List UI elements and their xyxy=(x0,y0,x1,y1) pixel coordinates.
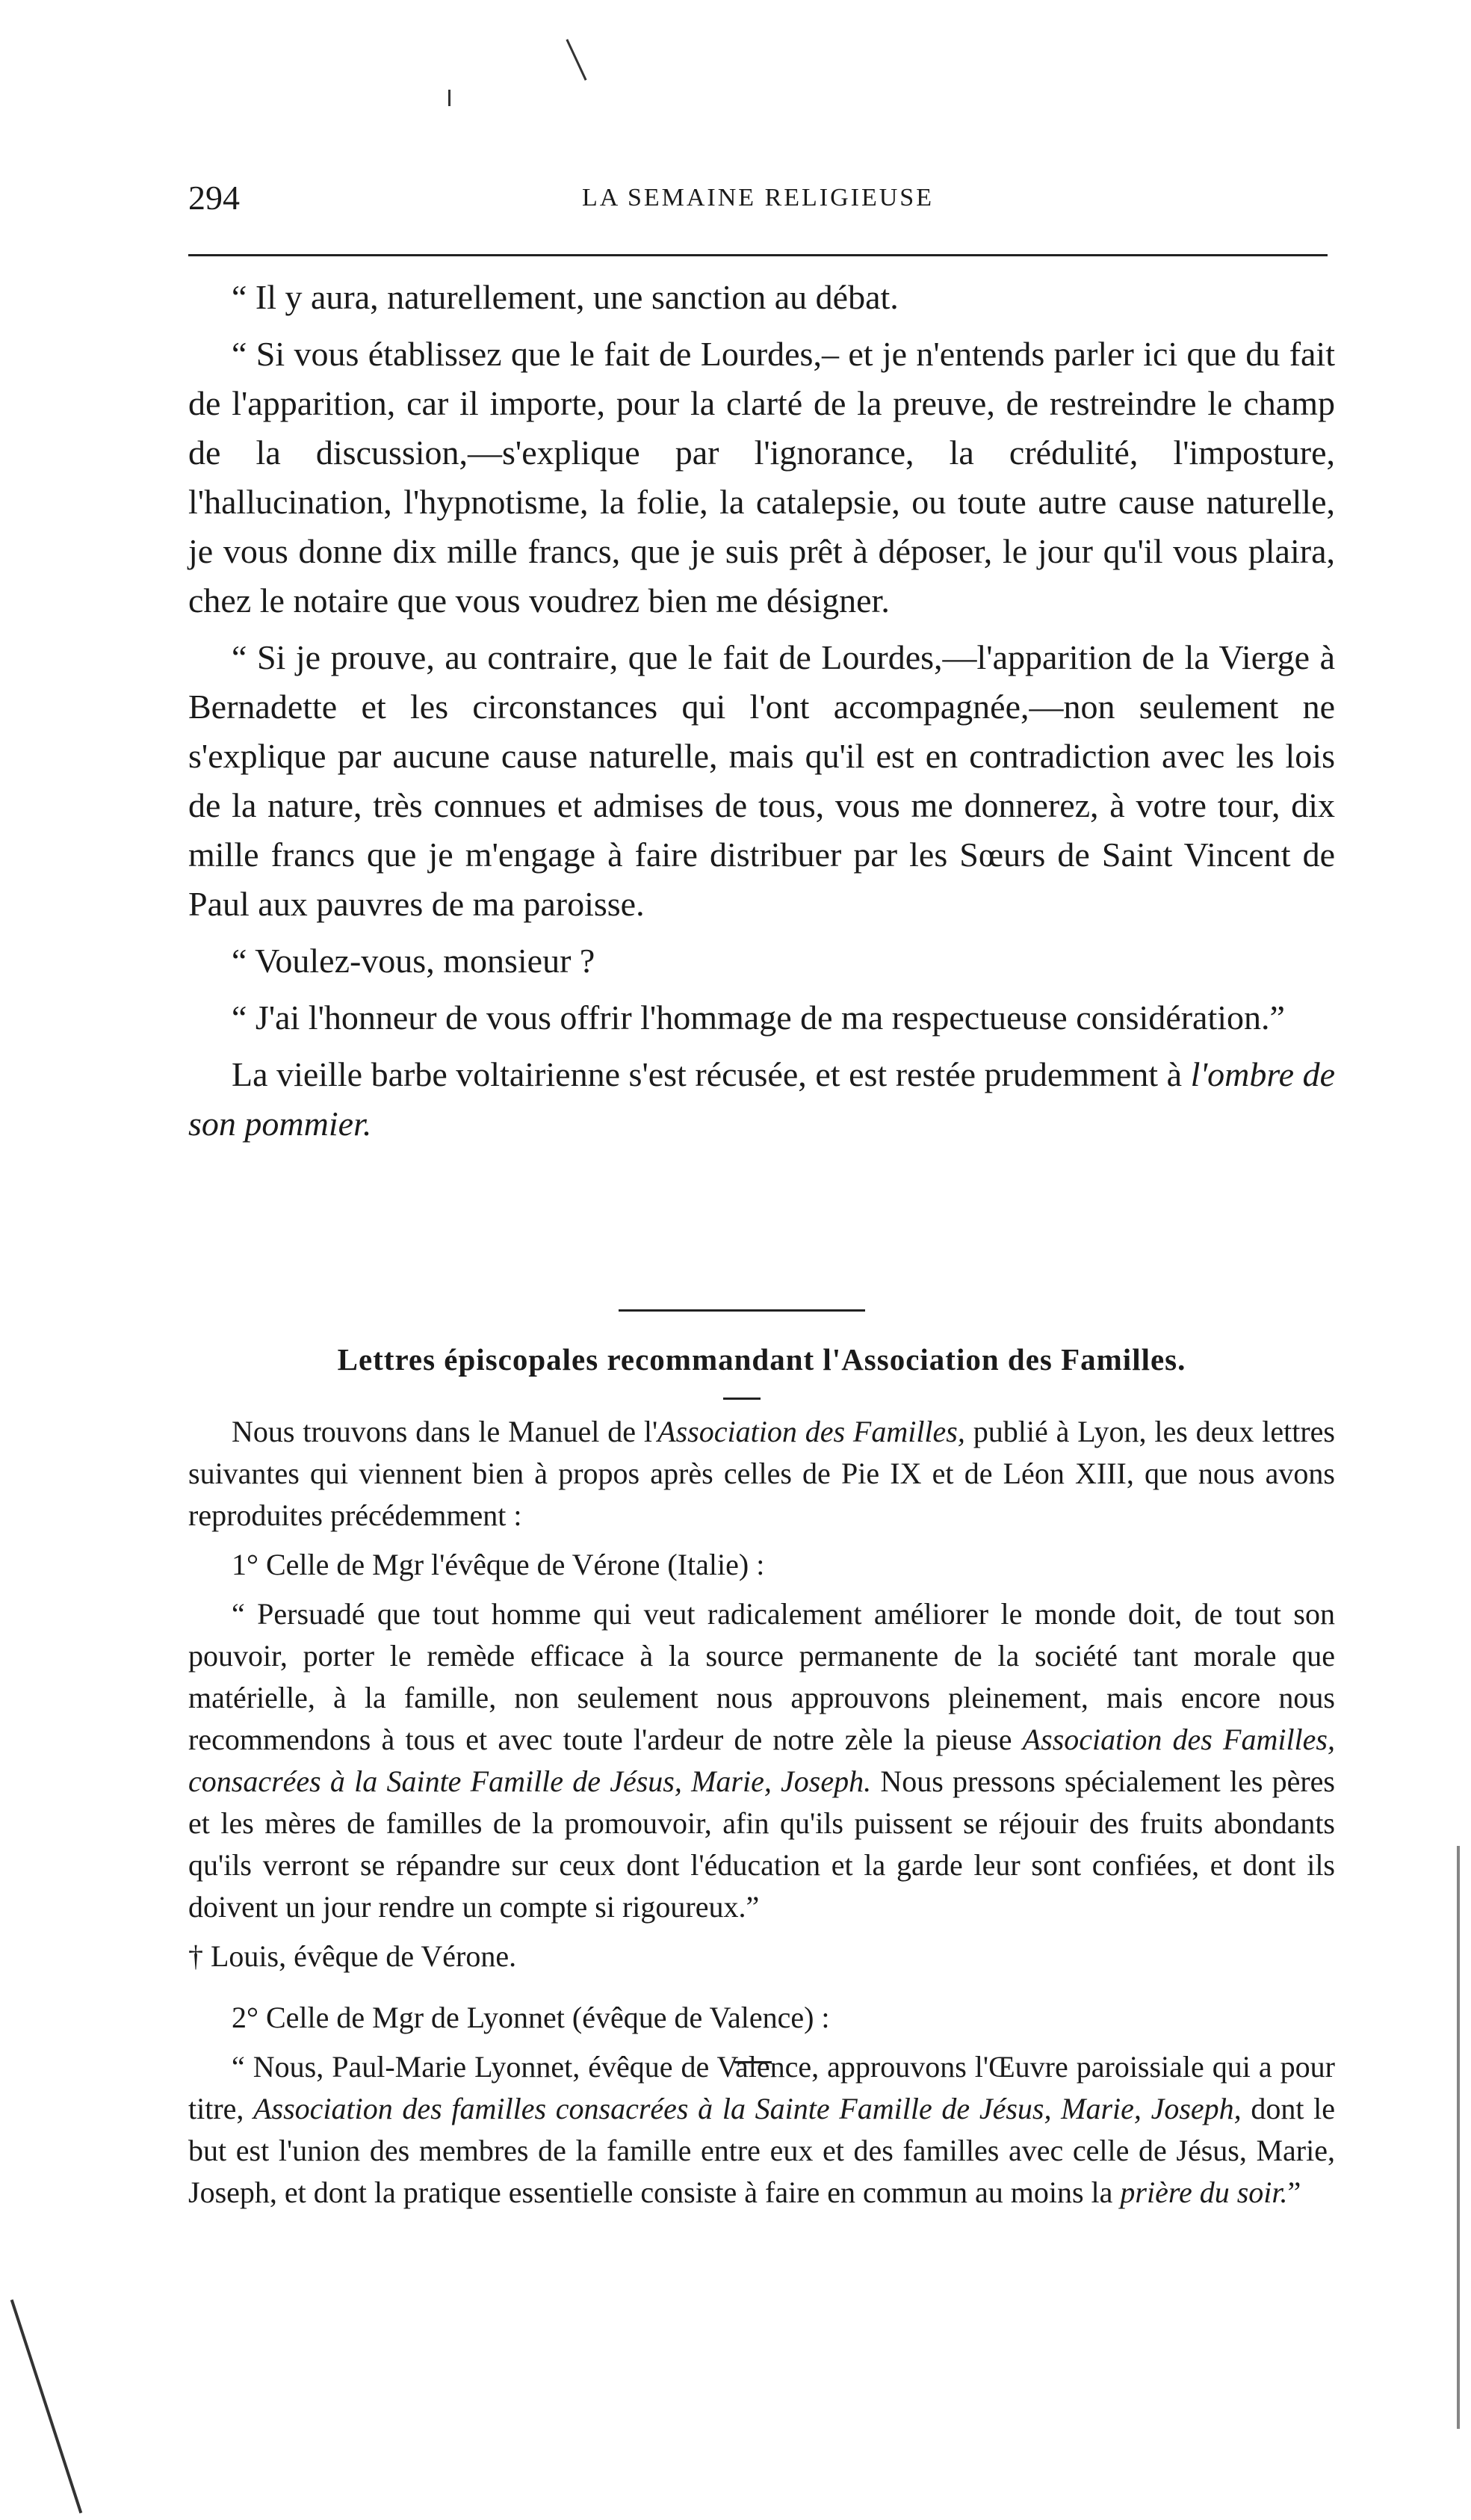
title-dash xyxy=(723,1398,761,1400)
item-dash xyxy=(734,2061,772,2063)
paragraph-text: dont le but est l'union des membres de la famille entre eux et des familles avec celle de Jésus, Marie, Joseph, et dont la pratique essentielle consiste à faire en commun au moins la xyxy=(188,2092,1335,2209)
header-rule xyxy=(188,254,1328,256)
section-text xyxy=(188,1411,1335,2221)
italic-text: l'ombre de son pommier. xyxy=(188,1055,1335,1143)
paragraph-text: La vieille barbe voltairienne s'est récusée, et est restée prudemment à xyxy=(232,1055,1191,1093)
paragraph xyxy=(188,2046,1335,2214)
paragraph-text: “ Nous, Paul-Marie Lyonnet, évêque de Valence, approuvons l'Œuvre paroissiale qui a pour titre, xyxy=(188,2050,1335,2125)
page-number: 294 xyxy=(188,179,240,217)
letter-text xyxy=(188,273,1335,1156)
italic-text: Association des Familles, consacrées à la Sainte Famille de Jésus, Marie, Joseph. xyxy=(188,1723,1335,1798)
paragraph: “ Voulez-vous, monsieur ? xyxy=(232,942,595,980)
paragraph-text: Nous trouvons dans le Manuel de l' xyxy=(232,1415,658,1448)
paragraph xyxy=(188,1050,1335,1149)
paragraph-text: “ Persuadé que tout homme qui veut radicalement améliorer le monde doit, de tout son pouvoir, porter le remède efficace à la source permanente de la société tant morale que matérielle, à la famille, non seulement nous approuvons pleinement, mais encore nous recommendons à tous et avec toute l'ardeur de notre zèle la pieuse xyxy=(188,1597,1335,1756)
italic-text: prière du soir. xyxy=(1120,2175,1288,2209)
italic-text: Association des Familles, xyxy=(657,1415,965,1448)
spacer xyxy=(188,1985,1335,1997)
section-separator xyxy=(619,1309,865,1312)
paragraph: “ Si je prouve, au contraire, que le fait de Lourdes,—l'apparition de la Vierge à Bernadette et les circonstances qui l'ont accompagnée,—non seulement ne s'explique par aucune cause naturelle, mais qu'il est en contradiction avec les lois de la nature, très connues et admises de tous, vous me donnerez, à votre tour, dix mille francs que je m'engage à faire distribuer par les Sœurs de Saint Vincent de Paul aux pauvres de ma paroisse. xyxy=(188,638,1335,923)
paragraph-text: publié à Lyon, les deux lettres suivantes qui viennent bien à propos après celles de Pie IX et de Léon XIII, que nous avons reproduites précédemment : xyxy=(188,1415,1336,1532)
item-heading: 1° Celle de Mgr l'évêque de Vérone (Italie) : xyxy=(232,1548,765,1581)
paragraph-text: ” xyxy=(1287,2175,1301,2209)
scan-mark xyxy=(448,90,450,106)
scan-mark xyxy=(1457,1846,1460,2429)
italic-text: Association des familles consacrées à la Sainte Famille de Jésus, Marie, Joseph, xyxy=(253,2092,1242,2125)
paragraph xyxy=(188,1411,1335,1537)
item-heading: 2° Celle de Mgr de Lyonnet (évêque de Valence) : xyxy=(232,2001,830,2034)
paragraph-text: Nous pressons spécialement les pères et les mères de familles de la promouvoir, afin qu'ils puissent se réjouir des fruits abondants qu'ils verront se répandre sur ceux dont l'éducation et la garde leur sont confiées, et dont ils doivent un jour rendre un compte si rigoureux.” xyxy=(188,1764,1335,1924)
running-title: LA SEMAINE RELIGIEUSE xyxy=(582,184,934,211)
scan-mark xyxy=(10,2300,83,2514)
page-header xyxy=(188,178,1328,230)
paragraph: “ Il y aura, naturellement, une sanction au débat. xyxy=(232,278,899,316)
paragraph xyxy=(188,1593,1335,1928)
section-title: Lettres épiscopales recommandant l'Association des Familles. xyxy=(337,1342,1186,1377)
scan-mark xyxy=(566,39,586,81)
paragraph: “ J'ai l'honneur de vous offrir l'hommage de ma respectueuse considération.” xyxy=(232,998,1285,1037)
paragraph: “ Si vous établissez que le fait de Lourdes,– et je n'entends parler ici que du fait de l'apparition, car il importe, pour la clarté de la preuve, de restreindre le champ de la discussion,—s'explique par l'ignorance, la crédulité, l'imposture, l'hallucination, l'hypnotisme, la folie, la catalepsie, ou toute autre cause naturelle, je vous donne dix mille francs, que je suis prêt à déposer, le jour qu'il vous plaira, chez le notaire que vous voudrez bien me désigner. xyxy=(188,335,1335,620)
signature: † Louis, évêque de Vérone. xyxy=(188,1939,517,1973)
